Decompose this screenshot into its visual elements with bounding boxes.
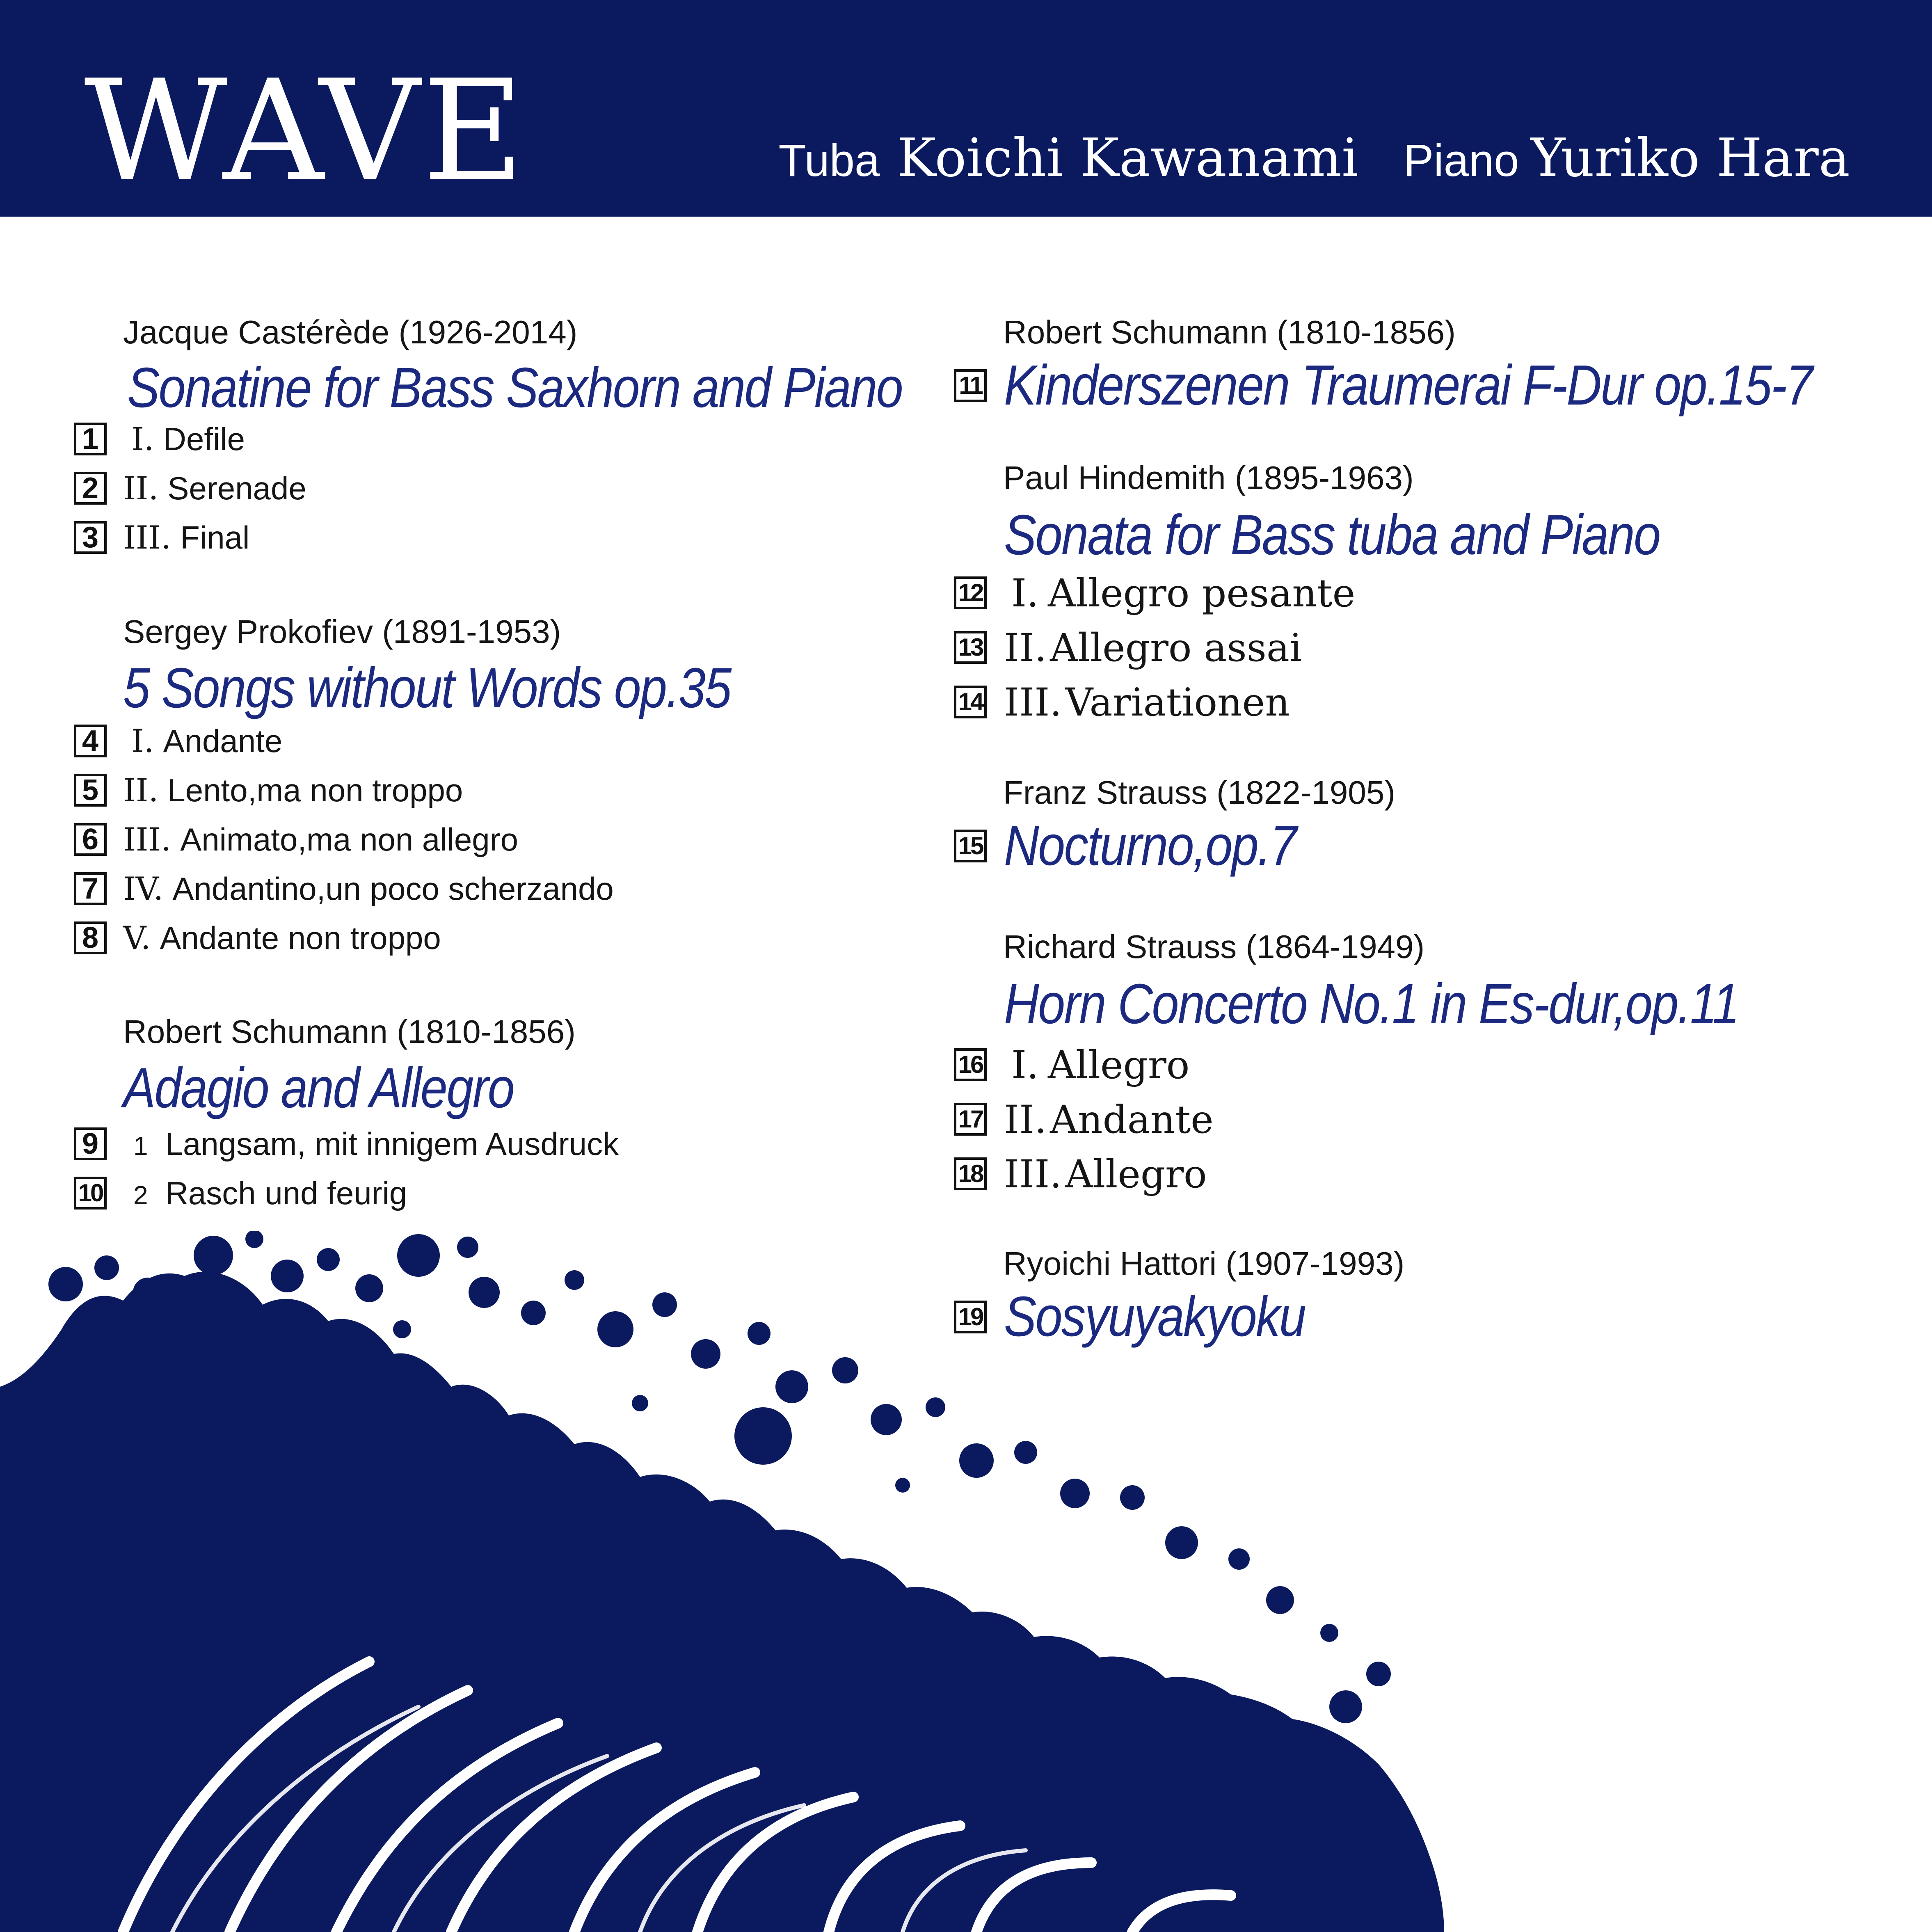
track-row (954, 627, 1898, 681)
work-title: 5 Songs without Words op.35 (123, 656, 731, 720)
movement-number: 2 (133, 1180, 148, 1210)
track-row (954, 1044, 1898, 1099)
movement-title: Serenade (167, 470, 306, 506)
movement-number: II. (1004, 626, 1047, 670)
track-row (954, 681, 1898, 736)
track-list-schumann-adagio (74, 1123, 935, 1222)
album-title: WAVE (84, 50, 527, 213)
track-list-hindemith (954, 572, 1898, 736)
track-number: 18 (954, 1157, 987, 1190)
track-number: 17 (954, 1103, 987, 1136)
track-number: 8 (74, 921, 107, 954)
movement-title: Allegro (1048, 1043, 1190, 1088)
track-row (74, 819, 935, 868)
track-row (74, 517, 935, 566)
movement-title: Final (180, 519, 250, 556)
work-block-schumann-adagio (74, 1013, 935, 1120)
movement-number: I. (131, 421, 154, 458)
movement-title: Langsam, mit innigem Ausdruck (165, 1126, 619, 1162)
composer-name: Franz Strauss (1822-1905) (1003, 774, 1396, 811)
track-list-prokofiev (74, 720, 935, 967)
movement-title: Allegro (1065, 1152, 1207, 1197)
track-list-casterede (74, 418, 935, 566)
movement-title: Allegro pesante (1048, 571, 1356, 616)
track-number: 7 (74, 872, 107, 905)
track-row (954, 1099, 1898, 1153)
composer-name: Ryoichi Hattori (1907-1993) (1003, 1245, 1405, 1282)
performer-credits (778, 128, 1850, 189)
work-title: Kinderszenen Traumerai F-Dur op.15-7 (1004, 354, 1812, 417)
movement-number: III. (123, 821, 171, 858)
work-block-schumann-traumerai (954, 316, 1898, 418)
work-block-prokofiev (74, 613, 935, 720)
track-number: 19 (954, 1301, 987, 1333)
work-block-hindemith (954, 460, 1898, 567)
movement-number: I. (1011, 571, 1039, 616)
track-row (74, 868, 935, 917)
track-number: 13 (954, 631, 987, 664)
work-title: Horn Concerto No.1 in Es-dur,op.11 (1004, 972, 1739, 1036)
composer-name: Richard Strauss (1864-1949) (1003, 928, 1425, 965)
track-number: 11 (954, 369, 987, 402)
movement-title: Andante (1050, 1097, 1214, 1142)
performer2-role: Piano (1403, 135, 1519, 186)
movement-title: Rasch und feurig (165, 1175, 407, 1211)
movement-number: V. (123, 920, 151, 957)
work-title: Sonatine for Bass Saxhorn and Piano (127, 356, 903, 419)
movement-title: Allegro assai (1050, 626, 1302, 670)
work-block-hattori (954, 1247, 1898, 1350)
work-title: Sosyuyakyoku (1004, 1285, 1306, 1348)
movement-title: Lento,ma non troppo (167, 772, 463, 808)
track-number: 2 (74, 472, 107, 505)
movement-number: I. (131, 723, 154, 760)
header-banner (0, 0, 1932, 217)
movement-title: Andantino,un poco scherzando (172, 871, 614, 907)
movement-number: II. (1004, 1097, 1047, 1142)
work-block-richard-strauss (954, 928, 1898, 1036)
track-row (74, 418, 935, 468)
work-title: Adagio and Allegro (123, 1056, 514, 1120)
movement-number: I. (1011, 1043, 1039, 1088)
track-number: 3 (74, 521, 107, 554)
work-title: Sonata for Bass tuba and Piano (1004, 503, 1660, 567)
movement-title: Variationen (1065, 680, 1290, 725)
movement-number: II. (123, 470, 159, 507)
track-number: 14 (954, 686, 987, 718)
track-row (954, 1153, 1898, 1208)
work-block-franz-strauss (954, 776, 1898, 879)
work-title: Nocturno,op.7 (1004, 814, 1296, 877)
performer1-name: Koichi Kawanami (897, 128, 1358, 189)
track-number: 12 (954, 576, 987, 609)
track-number: 9 (74, 1127, 107, 1160)
track-row (74, 770, 935, 819)
track-row (74, 720, 935, 770)
track-number: 15 (954, 830, 987, 862)
composer-name: Robert Schumann (1810-1856) (123, 1013, 576, 1050)
track-number: 10 (74, 1177, 107, 1210)
composer-name: Paul Hindemith (1895-1963) (1003, 460, 1414, 496)
performer2-name: Yuriko Hara (1530, 128, 1850, 189)
movement-number: III. (1004, 680, 1062, 725)
movement-title: Defile (163, 421, 245, 457)
track-number: 16 (954, 1048, 987, 1081)
performer1-role: Tuba (778, 135, 880, 186)
composer-name: Robert Schumann (1810-1856) (1003, 314, 1456, 350)
movement-title: Andante (163, 723, 283, 759)
track-number: 6 (74, 823, 107, 856)
track-number: 4 (74, 725, 107, 757)
track-number: 5 (74, 774, 107, 807)
track-row (74, 1173, 935, 1222)
movement-title: Animato,ma non allegro (180, 821, 519, 857)
track-row (74, 917, 935, 967)
track-list-richard-strauss (954, 1044, 1898, 1208)
movement-title: Andante non troppo (160, 920, 441, 956)
movement-number: III. (1004, 1152, 1062, 1197)
movement-number: II. (123, 772, 159, 809)
movement-number: III. (123, 519, 171, 556)
track-number: 1 (74, 423, 107, 455)
track-row (954, 572, 1898, 627)
track-row (74, 1123, 935, 1173)
track-row (74, 468, 935, 517)
movement-number: 1 (133, 1131, 148, 1161)
composer-name: Sergey Prokofiev (1891-1953) (123, 613, 561, 650)
work-block-casterede (74, 314, 935, 419)
movement-number: IV. (123, 871, 164, 908)
composer-name: Jacque Castérède (1926-2014) (123, 314, 578, 350)
